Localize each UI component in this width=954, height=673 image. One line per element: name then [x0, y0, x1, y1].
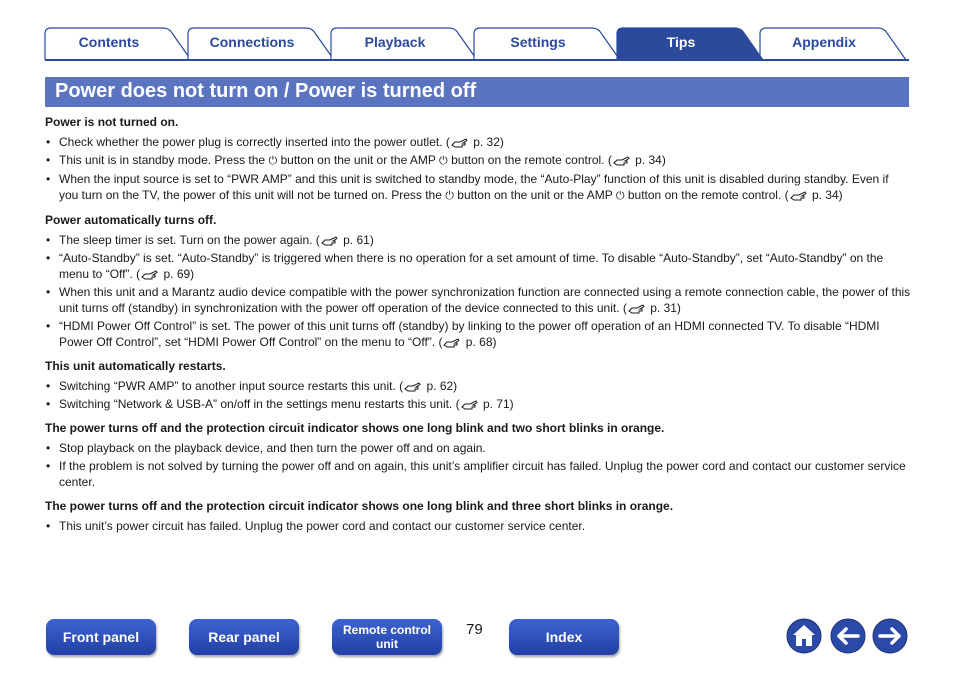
item-text: button on the remote control. ( [447, 153, 612, 167]
page-reference-link[interactable] [789, 188, 843, 202]
tab-connections[interactable]: Connections [209, 34, 295, 50]
page-reference-link[interactable] [403, 379, 457, 393]
list-item [45, 396, 911, 412]
power-symbol: ⏻ [439, 154, 448, 167]
list-item [45, 518, 911, 534]
remote-control-unit-button[interactable] [332, 619, 442, 655]
troubleshooting-content [45, 114, 911, 536]
item-text: Check whether the power plug is correctly inserted into the power outlet. ( [59, 135, 450, 149]
power-symbol: ⏻ [268, 154, 278, 167]
pointing-hand-icon [141, 269, 159, 280]
remote-control-label-line1: Remote control [342, 623, 431, 637]
section-item-list [45, 134, 911, 204]
list-item [45, 232, 911, 248]
home-button[interactable] [786, 618, 822, 654]
item-text: If the problem is not solved by turning the power off and on again, this unit’s amplifier circuit has failed. Unplug the power cord and contact our customer service center. [59, 459, 906, 489]
forward-button[interactable] [872, 618, 908, 654]
section-item-list [45, 518, 911, 534]
item-text: “Auto-Standby” is set. “Auto-Standby” is triggered when there is no operation for a set amount of time. To disable “Auto-Standby”, set “Auto-Standby” on the menu to “Off”. ( [59, 251, 884, 281]
page-reference-link[interactable] [460, 397, 514, 411]
tab-playback[interactable]: Playback [364, 34, 426, 50]
pointing-hand-icon [443, 337, 461, 348]
item-text: button on the unit or the AMP [453, 188, 616, 202]
page-reference-text: p. 34) [631, 153, 666, 167]
item-text: The sleep timer is set. Turn on the power again. ( [59, 233, 320, 247]
page-reference-link[interactable] [450, 135, 504, 149]
page-reference-link[interactable] [140, 267, 194, 281]
item-text: This unit’s power circuit has failed. Unplug the power cord and contact our customer service center. [59, 519, 586, 533]
index-label: Index [545, 629, 583, 645]
pointing-hand-icon [461, 399, 479, 410]
page-reference-link[interactable] [320, 233, 374, 247]
back-button[interactable] [830, 618, 866, 654]
tab-settings[interactable]: Settings [510, 34, 566, 50]
remote-control-label-line2: unit [376, 637, 398, 651]
section-heading: Power is not turned on. [45, 115, 179, 129]
item-text: “HDMI Power Off Control” is set. The power of this unit turns off (standby) by linking to the power off operation of an HDMI connected TV. To disable “HDMI Power Off Control”, set “HDMI Power Off Control” on the menu to “Off”. ( [59, 319, 880, 349]
power-symbol: ⏻ [445, 189, 454, 202]
page-reference-text: p. 61) [339, 233, 374, 247]
page-reference-text: p. 32) [469, 135, 504, 149]
list-item [45, 284, 911, 316]
item-text: button on the remote control. ( [624, 188, 789, 202]
item-text: Stop playback on the playback device, and then turn the power off and on again. [59, 441, 486, 455]
page-reference-text: p. 34) [808, 188, 843, 202]
section-item-list [45, 378, 911, 412]
tab-tips[interactable]: Tips [666, 34, 696, 50]
tab-contents[interactable]: Contents [78, 34, 140, 50]
list-item [45, 440, 911, 456]
item-text: button on the unit or the AMP [277, 153, 440, 167]
section-item-list [45, 440, 911, 490]
pointing-hand-icon [613, 155, 631, 166]
page-reference-text: p. 68) [462, 335, 497, 349]
pointing-hand-icon [451, 137, 469, 148]
page-reference-text: p. 69) [160, 267, 195, 281]
page-reference-text: p. 31) [646, 301, 681, 315]
page-reference-link[interactable] [442, 335, 496, 349]
rear-panel-button[interactable] [189, 619, 299, 655]
page-title: Power does not turn on / Power is turned off [55, 80, 477, 102]
section-heading: The power turns off and the protection circuit indicator shows one long blink and three short blinks in orange. [45, 499, 674, 513]
page-reference-link[interactable] [627, 301, 681, 315]
pointing-hand-icon [321, 235, 339, 246]
front-panel-button[interactable] [46, 619, 156, 655]
item-text: This unit is in standby mode. Press the [59, 153, 269, 167]
item-text: Switching “PWR AMP” to another input source restarts this unit. ( [59, 379, 404, 393]
list-item [45, 134, 911, 150]
page-reference-link[interactable] [612, 153, 666, 167]
section-item-list [45, 232, 911, 350]
list-item [45, 152, 911, 169]
page-reference-text: p. 62) [423, 379, 458, 393]
list-item [45, 318, 911, 350]
item-text: When this unit and a Marantz audio device compatible with the power synchronization function are connected using a remote connection cable, the power of this unit turns off (standby) in synchronization with the power off operation of the device connected to this unit. ( [59, 285, 911, 315]
list-item [45, 250, 911, 282]
index-button[interactable] [509, 619, 619, 655]
rear-panel-label: Rear panel [208, 629, 280, 645]
page-title-bar [45, 77, 909, 107]
section-heading: The power turns off and the protection circuit indicator shows one long blink and two short blinks in orange. [45, 421, 665, 435]
item-text: Switching “Network & USB-A” on/off in the settings menu restarts this unit. ( [59, 397, 460, 411]
list-item [45, 378, 911, 394]
pointing-hand-icon [628, 303, 646, 314]
tab-appendix[interactable]: Appendix [792, 34, 856, 50]
item-text: When the input source is set to “PWR AMP” and this unit is switched to standby mode, the “Auto-Play” function of this unit is disabled during standby. Even if you turn on the TV, the power of this unit will not be turned on. Press the [59, 172, 889, 202]
front-panel-label: Front panel [62, 629, 140, 645]
page-number: 79 [466, 621, 483, 638]
section-heading: This unit automatically restarts. [45, 359, 226, 373]
pointing-hand-icon [790, 190, 808, 201]
section-heading: Power automatically turns off. [45, 213, 217, 227]
list-item [45, 171, 911, 204]
page-reference-text: p. 71) [479, 397, 514, 411]
pointing-hand-icon [404, 381, 422, 392]
power-symbol: ⏻ [615, 189, 625, 202]
list-item [45, 458, 911, 490]
